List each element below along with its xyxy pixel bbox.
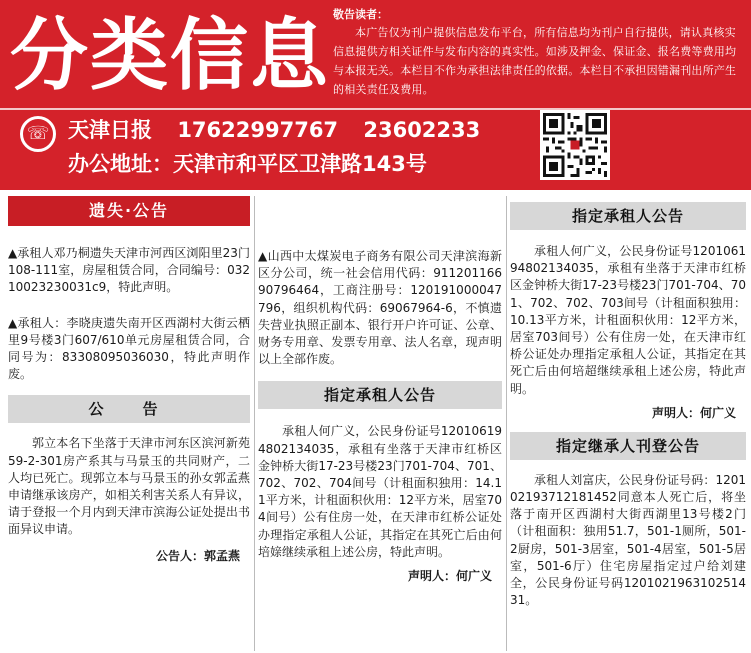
column-middle (258, 196, 502, 653)
phone-number-1[interactable]: 17622997767 (177, 118, 339, 142)
column-divider (506, 196, 507, 651)
column-left (8, 196, 250, 653)
newspaper-name: 天津日报 (68, 118, 152, 142)
section-header-designated-heir: 指定继承人刊登公告 (510, 432, 746, 460)
section-title: 分类信息 (10, 11, 331, 101)
qr-code[interactable] (540, 110, 610, 180)
reader-notice (333, 8, 745, 99)
office-address: 办公地址：天津市和平区卫津路143号 (68, 152, 427, 176)
column-right (510, 196, 746, 653)
announcement-signer: 公告人：郭孟燕 (155, 548, 240, 563)
phone-icon: ☏ (20, 116, 56, 152)
notice-body: 本广告仅为刊户提供信息发布平台，所有信息均为刊户自行提供，请认真核实信息提供方相关证件与发布内容的真实性。如涉及押金、保证金、报名费等费用均与本报无关。本栏目不作为承担法律责任的依据。本栏目不承担因错漏刊出所产生的相关责任及费用。 (333, 26, 737, 96)
notice-heading: 敬告读者： (333, 8, 388, 21)
lost-notice-entry: ▲承租人邓乃桐遗失天津市河西区浏阳里23门108-111室，房屋租赁合同，合同编号：03210023230031c9，特此声明。 (8, 246, 250, 295)
designated-tenant-body: 承租人何广义，公民身份证号120106194802134035，承租有坐落于天津市红桥区金钟桥大街17-23号楼23门701-704、701、702、702、703间号（计租面积独用：10.13平方米，计租面积伙用：12平方米，居室703间号）公有住房一处，在天津市红桥公证处办理指定承租人公证，其指定在其死亡后由何培超继续承租上述公房，特此声明。 (510, 244, 746, 396)
section-header-announcement: 公 告 (8, 395, 250, 423)
header-divider (0, 108, 751, 110)
phone-number-2[interactable]: 23602233 (363, 118, 481, 142)
section-header-designated-tenant: 指定承租人公告 (510, 202, 746, 230)
lost-notice-entry: ▲承租人：李晓庚遗失南开区西湖村大街云栖里9号楼3门607/610单元房屋租赁合同，合同号为：83308095036030，特此声明作废。 (8, 315, 250, 382)
designated-heir-body: 承租人刘富庆，公民身份证号码：120102193712181452同意本人死亡后，将坐落于南开区西湖村大街西湖里13号楼2门（计租面积：独用51.7，501-1厕所，501-2厨房，501-3居室，501-4居室，501-5居室，501-6厅）住宅房屋指定过户给刘建全，公民身份证号码120102196310251431。 (510, 472, 746, 608)
lost-notice-entry: ▲山西中太煤炭电子商务有限公司天津滨海新区分公司，统一社会信用代码：91120116690796464，工商注册号：120191000047796，组织机构代码：69067964-6，不慎遗失营业执照正副本、银行开户许可证、公章、财务专用章、发票专用章、法人名章，现声明以上全部作废。 (258, 249, 502, 367)
column-divider (254, 196, 255, 651)
qr-code-graphic (543, 113, 607, 177)
section-header-designated-tenant: 指定承租人公告 (258, 381, 502, 409)
header-banner (0, 0, 751, 190)
announcement-body: 郭立本名下坐落于天津市河东区滨河新苑59-2-301房产系其与马景玉的共同财产，二人均已死亡。现郭立本与马景玉的孙女郭孟燕申请继承该房产，如相关利害关系人有异议，请于登报一个月内到天津市滨海公证处提出书面异议申请。 (8, 436, 250, 537)
designated-tenant-signer: 声明人：何广义 (407, 569, 492, 584)
contact-line (68, 115, 498, 145)
designated-tenant-signer: 声明人：何广义 (651, 405, 736, 420)
section-header-lost-notice: 遗失·公告 (8, 196, 250, 226)
designated-tenant-body: 承租人何广义，公民身份证号120106194802134035，承租有坐落于天津市红桥区金钟桥大街17-23号楼23门701-704、701、702、702、704间号（计租面积独用：14.11平方米，计租面积伙用：12平方米，居室704间号）公有住房一处，在天津市红桥公证处办理指定承租人公证，其指定在其死亡后由何培媇继续承租上述公房，特此声明。 (258, 424, 502, 559)
